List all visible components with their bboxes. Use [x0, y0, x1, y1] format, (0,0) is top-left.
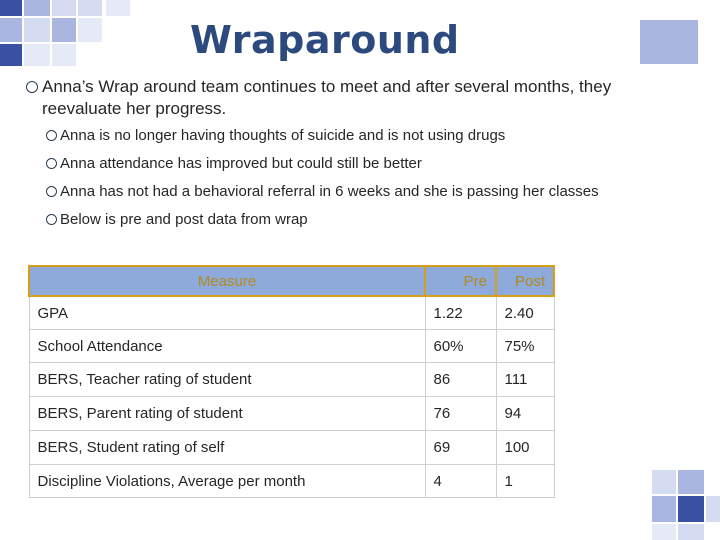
pre-cell: 69	[425, 431, 496, 465]
sub-bullet	[26, 210, 626, 230]
main-bullet-text: Anna’s Wrap around team continues to meet and after several months, they reevaluate her progress.	[42, 77, 612, 118]
square-light	[52, 0, 76, 16]
pre-cell: 60%	[425, 330, 496, 363]
square-dark	[678, 496, 704, 522]
square-mid	[678, 470, 704, 494]
measure-cell: Discipline Violations, Average per month	[29, 465, 425, 498]
pre-cell: 76	[425, 397, 496, 431]
bullet-circle-icon	[46, 186, 57, 197]
square-light	[678, 524, 704, 540]
bullet-list	[26, 76, 626, 230]
table-row	[29, 465, 554, 498]
square-light	[78, 0, 102, 16]
sub-bullet	[26, 182, 600, 202]
square-light	[106, 0, 130, 16]
pre-post-data-table	[28, 265, 555, 498]
post-cell: 1	[496, 465, 554, 498]
pre-cell: 4	[425, 465, 496, 498]
measure-cell: GPA	[29, 296, 425, 330]
sub-bullet-text: Anna attendance has improved but could still be better	[60, 155, 422, 172]
measure-cell: BERS, Parent rating of student	[29, 397, 425, 431]
square-dark	[0, 44, 22, 66]
sub-bullet-text: Anna has not had a behavioral referral in 6 weeks and she is passing her classes	[60, 183, 599, 200]
square-light	[652, 470, 676, 494]
slide-title: Wraparound	[190, 18, 460, 62]
square-mid	[652, 496, 676, 522]
square-light	[24, 44, 50, 66]
table-row	[29, 363, 554, 397]
bullet-circle-icon	[26, 81, 38, 93]
pre-cell: 1.22	[425, 296, 496, 330]
sub-bullet	[26, 126, 626, 146]
square-light	[52, 44, 76, 66]
table-row	[29, 397, 554, 431]
measure-cell: School Attendance	[29, 330, 425, 363]
bullet-circle-icon	[46, 158, 57, 169]
table-row	[29, 330, 554, 363]
measure-cell: BERS, Teacher rating of student	[29, 363, 425, 397]
bullet-circle-icon	[46, 214, 57, 225]
table-header-row	[29, 266, 554, 296]
post-cell: 75%	[496, 330, 554, 363]
square-light	[24, 18, 50, 42]
table-row	[29, 296, 554, 330]
square-mid	[24, 0, 50, 16]
post-cell: 111	[496, 363, 554, 397]
square-light	[706, 496, 720, 522]
square-light	[78, 18, 102, 42]
square-mid	[52, 18, 76, 42]
post-cell: 2.40	[496, 296, 554, 330]
pre-cell: 86	[425, 363, 496, 397]
square-light	[652, 524, 676, 540]
measure-cell: BERS, Student rating of self	[29, 431, 425, 465]
decorative-square-top-right	[640, 20, 698, 64]
header-measure: Measure	[29, 266, 425, 296]
table-row	[29, 431, 554, 465]
square-dark	[0, 0, 22, 16]
main-bullet	[26, 76, 626, 120]
sub-bullet-text: Below is pre and post data from wrap	[60, 211, 308, 228]
square-mid	[0, 18, 22, 42]
post-cell: 100	[496, 431, 554, 465]
sub-bullet-text: Anna is no longer having thoughts of suicide and is not using drugs	[60, 127, 506, 144]
post-cell: 94	[496, 397, 554, 431]
bullet-circle-icon	[46, 130, 57, 141]
header-pre: Pre	[425, 266, 496, 296]
header-post: Post	[496, 266, 554, 296]
sub-bullet	[26, 154, 626, 174]
